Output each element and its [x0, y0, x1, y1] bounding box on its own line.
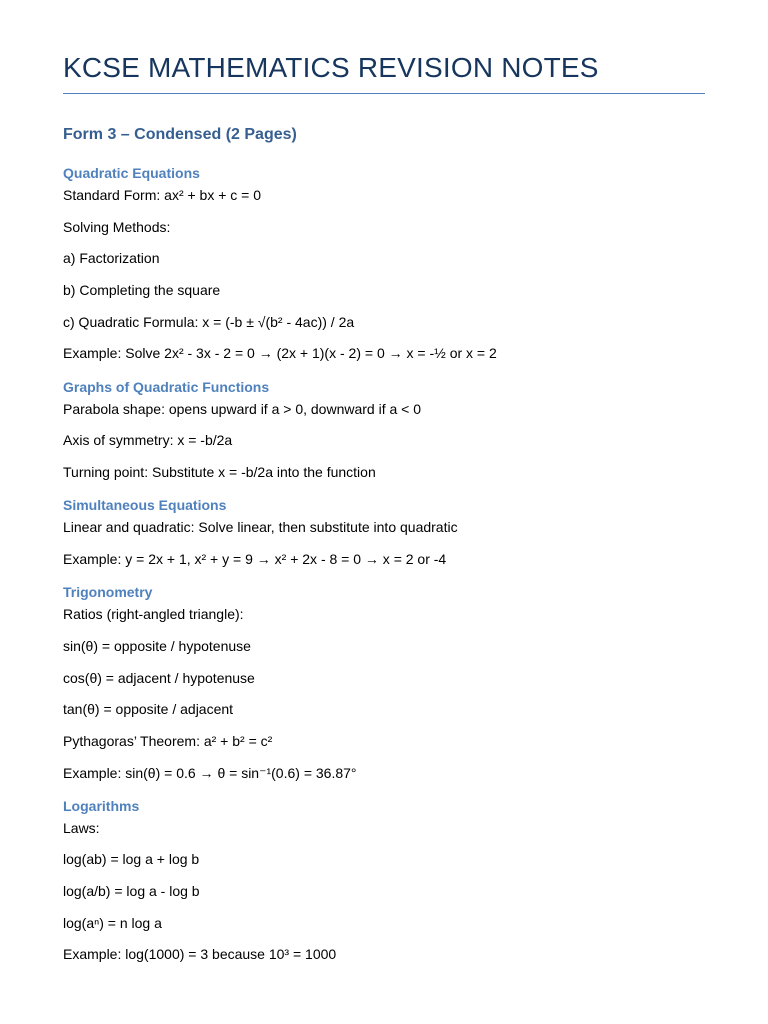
heading-trigonometry: Trigonometry	[63, 584, 153, 600]
text-laws: Laws:	[63, 820, 100, 836]
text-pythagoras: Pythagoras’ Theorem: a² + b² = c²	[63, 733, 273, 749]
text-completing-square: b) Completing the square	[63, 282, 221, 298]
heading-graphs-quadratic: Graphs of Quadratic Functions	[63, 379, 270, 395]
text-tan: tan(θ) = opposite / adjacent	[63, 701, 234, 717]
text-solving-methods: Solving Methods:	[63, 219, 171, 235]
text-cos: cos(θ) = adjacent / hypotenuse	[63, 670, 255, 686]
text-simultaneous-example: Example: y = 2x + 1, x² + y = 9 → x² + 2x - 8 = 0 → x = 2 or -4	[63, 551, 447, 567]
text-standard-form: Standard Form: ax² + bx + c = 0	[63, 187, 262, 203]
text-log-power: log(aⁿ) = n log a	[63, 915, 162, 931]
text-quadratic-formula: c) Quadratic Formula: x = (-b ± √(b² - 4ac)) / 2a	[63, 314, 355, 330]
text-parabola-shape: Parabola shape: opens upward if a > 0, downward if a < 0	[63, 401, 422, 417]
text-linear-quadratic: Linear and quadratic: Solve linear, then substitute into quadratic	[63, 519, 458, 535]
text-log-product: log(ab) = log a + log b	[63, 851, 200, 867]
text-ratios: Ratios (right-angled triangle):	[63, 606, 244, 622]
title-divider	[63, 93, 705, 94]
heading-logarithms: Logarithms	[63, 798, 140, 814]
heading-simultaneous-equations: Simultaneous Equations	[63, 497, 227, 513]
text-axis-symmetry: Axis of symmetry: x = -b/2a	[63, 432, 233, 448]
text-quadratic-example: Example: Solve 2x² - 3x - 2 = 0 → (2x + 1)(x - 2) = 0 → x = -½ or x = 2	[63, 345, 497, 361]
text-log-example: Example: log(1000) = 3 because 10³ = 1000	[63, 946, 337, 962]
text-sin: sin(θ) = opposite / hypotenuse	[63, 638, 251, 654]
page-title: KCSE MATHEMATICS REVISION NOTES	[63, 52, 599, 83]
text-trig-example: Example: sin(θ) = 0.6 → θ = sin⁻¹(0.6) = 36.87°	[63, 765, 357, 781]
text-factorization: a) Factorization	[63, 250, 160, 266]
document-subtitle: Form 3 – Condensed (2 Pages)	[63, 126, 297, 143]
text-turning-point: Turning point: Substitute x = -b/2a into the function	[63, 464, 376, 480]
text-log-quotient: log(a/b) = log a - log b	[63, 883, 200, 899]
heading-quadratic-equations: Quadratic Equations	[63, 165, 200, 181]
